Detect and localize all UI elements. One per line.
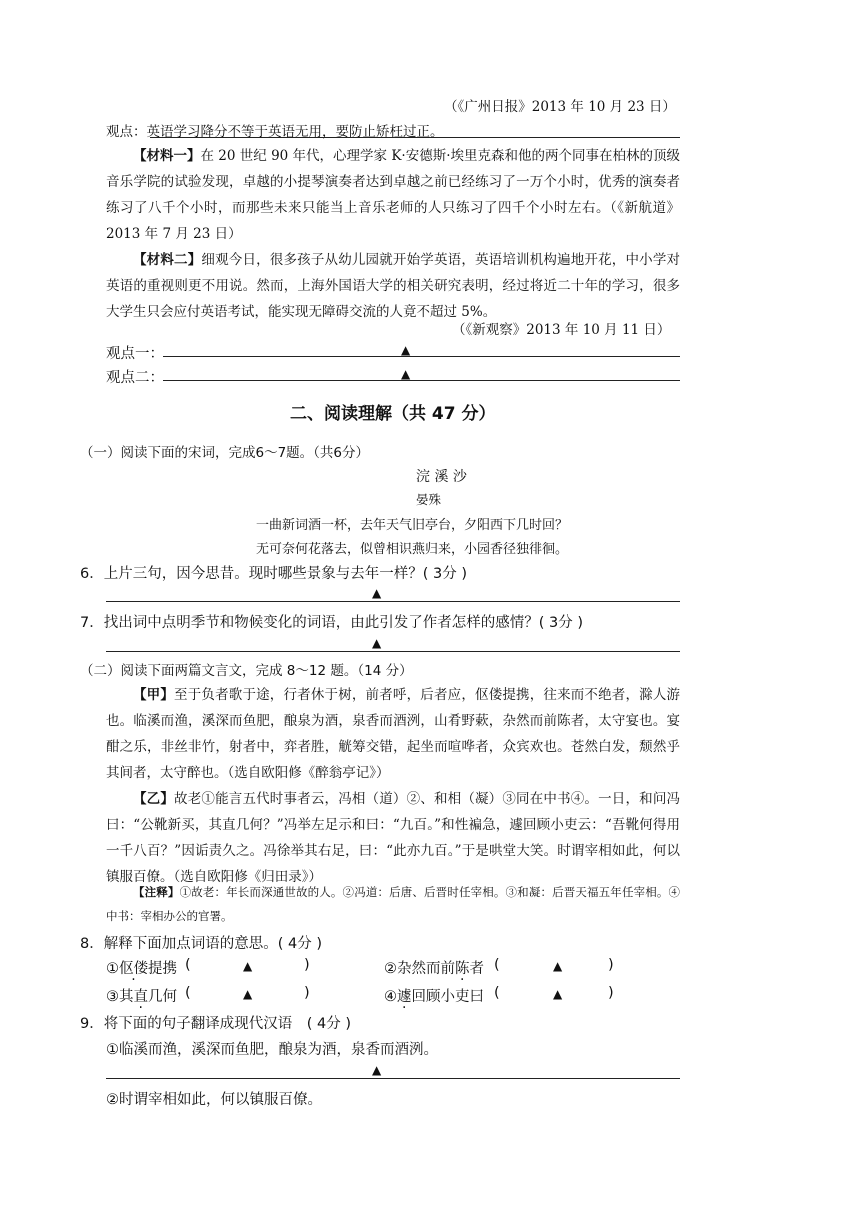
- section-two-title: 二、阅读理解（共 47 分）: [290, 404, 496, 424]
- text-jia-label: 【甲】: [133, 687, 175, 703]
- q9-marker: ▲: [372, 1063, 382, 1077]
- question-7: 7．找出词中点明季节和物候变化的词语，由此引发了作者怎样的感情？( 3分 ): [80, 615, 583, 631]
- question-8: 8．解释下面加点词语的意思。( 4分 ): [80, 936, 322, 952]
- q9-answer-line[interactable]: [106, 1078, 680, 1079]
- poem-title: 浣 溪 沙: [416, 469, 467, 485]
- source-line-top: （《广州日报》2013 年 10 月 23 日）: [444, 99, 676, 115]
- poem-author: 晏殊: [416, 492, 442, 507]
- question-6: 6．上片三句，因今思昔。现时哪些景象与去年一样？( 3分 ): [80, 566, 467, 582]
- material-two: [106, 247, 680, 325]
- q8-item-1-post: 提携: [148, 961, 177, 977]
- material-two-source: （《新观察》2013 年 10 月 11 日）: [452, 322, 671, 338]
- material-two-text: 细观今日，很多孩子从幼儿园就开始学英语，英语培训机构遍地开花，中小学对英语的重视则更不用说。然而，上海外国语大学的相关研究表明，经过将近二十年的学习，很多大学生只会应付英语考试，能实现无障碍交流的人竟不超过 5%。: [106, 252, 681, 320]
- notes: [106, 880, 680, 928]
- viewpoint-two-label: 观点二：: [106, 370, 164, 386]
- q7-marker: ▲: [372, 636, 382, 650]
- q8-item-4: [384, 985, 484, 1006]
- q8-item-4-marker[interactable]: ▲: [553, 987, 563, 1001]
- text-yi: [106, 786, 680, 890]
- text-yi-label: 【乙】: [133, 791, 175, 807]
- viewpoint-label: 观点：: [106, 124, 147, 140]
- q8-item-3: [106, 985, 177, 1006]
- q8-item-2-open: (: [494, 957, 500, 973]
- q8-item-1-close: ): [304, 957, 310, 973]
- q8-item-4-close: ): [608, 985, 614, 1001]
- viewpoint-two-answer-line[interactable]: [163, 380, 680, 381]
- q8-item-4-dotted: 遽: [397, 989, 412, 1005]
- question-9: 9．将下面的句子翻译成现代汉语 ( 4分 ): [80, 1016, 351, 1032]
- part-one-intro: （一）阅读下面的宋词，完成6～7题。（共6分）: [80, 445, 370, 461]
- poem-line-two: 无可奈何花落去，似曾相识燕归来，小园香径独徘徊。: [256, 542, 569, 557]
- q8-item-2-marker[interactable]: ▲: [553, 959, 563, 973]
- q8-item-3-dotted: 直: [133, 989, 148, 1005]
- q8-item-2-dotted: 陈: [455, 961, 470, 977]
- material-one-label: 【材料一】: [133, 148, 201, 164]
- q6-marker: ▲: [372, 586, 382, 600]
- viewpoint-one-marker: ▲: [401, 343, 411, 357]
- part-two-intro: （二）阅读下面两篇文言文，完成 8～12 题。（14 分）: [80, 663, 413, 679]
- poem-line-one: 一曲新词酒一杯，去年天气旧亭台，夕阳西下几时回？: [256, 518, 569, 533]
- q9-sentence-1: ①临溪而渔，溪深而鱼肥，酿泉为酒，泉香而酒洌。: [106, 1042, 438, 1058]
- text-jia-body: 至于负者歌于途，行者休于树，前者呼，后者应，伛偻提携，往来而不绝者，滁人游也。临溪而渔，溪深而鱼肥，酿泉为酒，泉香而酒洌，山肴野蔌，杂然而前陈者，太守宴也。宴酣之乐，非丝非竹，射者中，弈者胜，觥筹交错，起坐而喧哗者，众宾欢也。苍然白发，颓然乎其间者，太守醉也。（选自欧阳修《醉翁亭记》）: [106, 687, 681, 781]
- viewpoint-text: 英语学习降分不等于英语无用，要防止矫枉过正。: [146, 124, 444, 140]
- q8-item-2-post: 者: [469, 961, 484, 977]
- q8-item-1-pre: ①: [106, 961, 119, 977]
- viewpoint-one-answer-line[interactable]: [163, 356, 680, 357]
- material-one: [106, 143, 680, 247]
- q8-item-1-marker[interactable]: ▲: [243, 959, 253, 973]
- notes-label: 【注释】: [133, 885, 180, 899]
- q6-answer-line[interactable]: [106, 601, 680, 602]
- material-two-label: 【材料二】: [133, 252, 202, 268]
- q8-item-1-dotted: 伛偻: [119, 961, 148, 977]
- notes-text: ①故老：年长而深通世故的人。②冯道：后唐、后晋时任宰相。③和凝：后晋天福五年任宰相。④中书：宰相办公的官署。: [106, 885, 681, 923]
- q8-item-2-pre: ②杂然而前: [384, 961, 455, 977]
- q8-item-3-close: ): [304, 985, 310, 1001]
- q8-item-2-close: ): [608, 957, 614, 973]
- text-jia: [106, 682, 680, 786]
- viewpoint-one-label: 观点一：: [106, 346, 164, 362]
- material-one-text: 在 20 世纪 90 年代，心理学家 K·安德斯·埃里克森和他的两个同事在柏林的顶级音乐学院的试验发现，卓越的小提琴演奏者达到卓越之前已经练习了一万个小时，优秀的演奏者练习了八千个小时，而那些未来只能当上音乐老师的人只练习了四千个小时左右。（《新航道》2013 年 7 月 23 日）: [106, 148, 681, 242]
- q7-answer-line[interactable]: [106, 651, 680, 652]
- q8-item-1-open: (: [185, 957, 191, 973]
- q8-item-1: [106, 957, 177, 978]
- q8-item-3-pre: ③其: [106, 989, 134, 1005]
- q8-item-2: [384, 957, 484, 978]
- q8-item-4-open: (: [494, 985, 500, 1001]
- q8-item-3-open: (: [185, 985, 191, 1001]
- text-yi-body: 故老①能言五代时事者云，冯相（道）②、和相（凝）③同在中书④。一日，和问冯曰：“公靴新买，其直几何？”冯举左足示和曰：“九百。”和性褊急，遽回顾小吏云：“吾靴何得用一千八百？”因诟责久之。冯徐举其右足，曰：“此亦九百。”于是哄堂大笑。时谓宰相如此，何以镇服百僚。（选自欧阳修《归田录》）: [106, 791, 681, 885]
- q8-item-3-post: 几何: [148, 989, 177, 1005]
- q9-sentence-2: ②时谓宰相如此，何以镇服百僚。: [106, 1092, 322, 1108]
- q8-item-4-pre: ④: [384, 989, 397, 1005]
- q8-item-3-marker[interactable]: ▲: [243, 987, 253, 1001]
- viewpoint-two-marker: ▲: [401, 367, 411, 381]
- q8-item-4-post: 回顾小吏曰: [411, 989, 484, 1005]
- viewpoint-underline: [150, 137, 680, 138]
